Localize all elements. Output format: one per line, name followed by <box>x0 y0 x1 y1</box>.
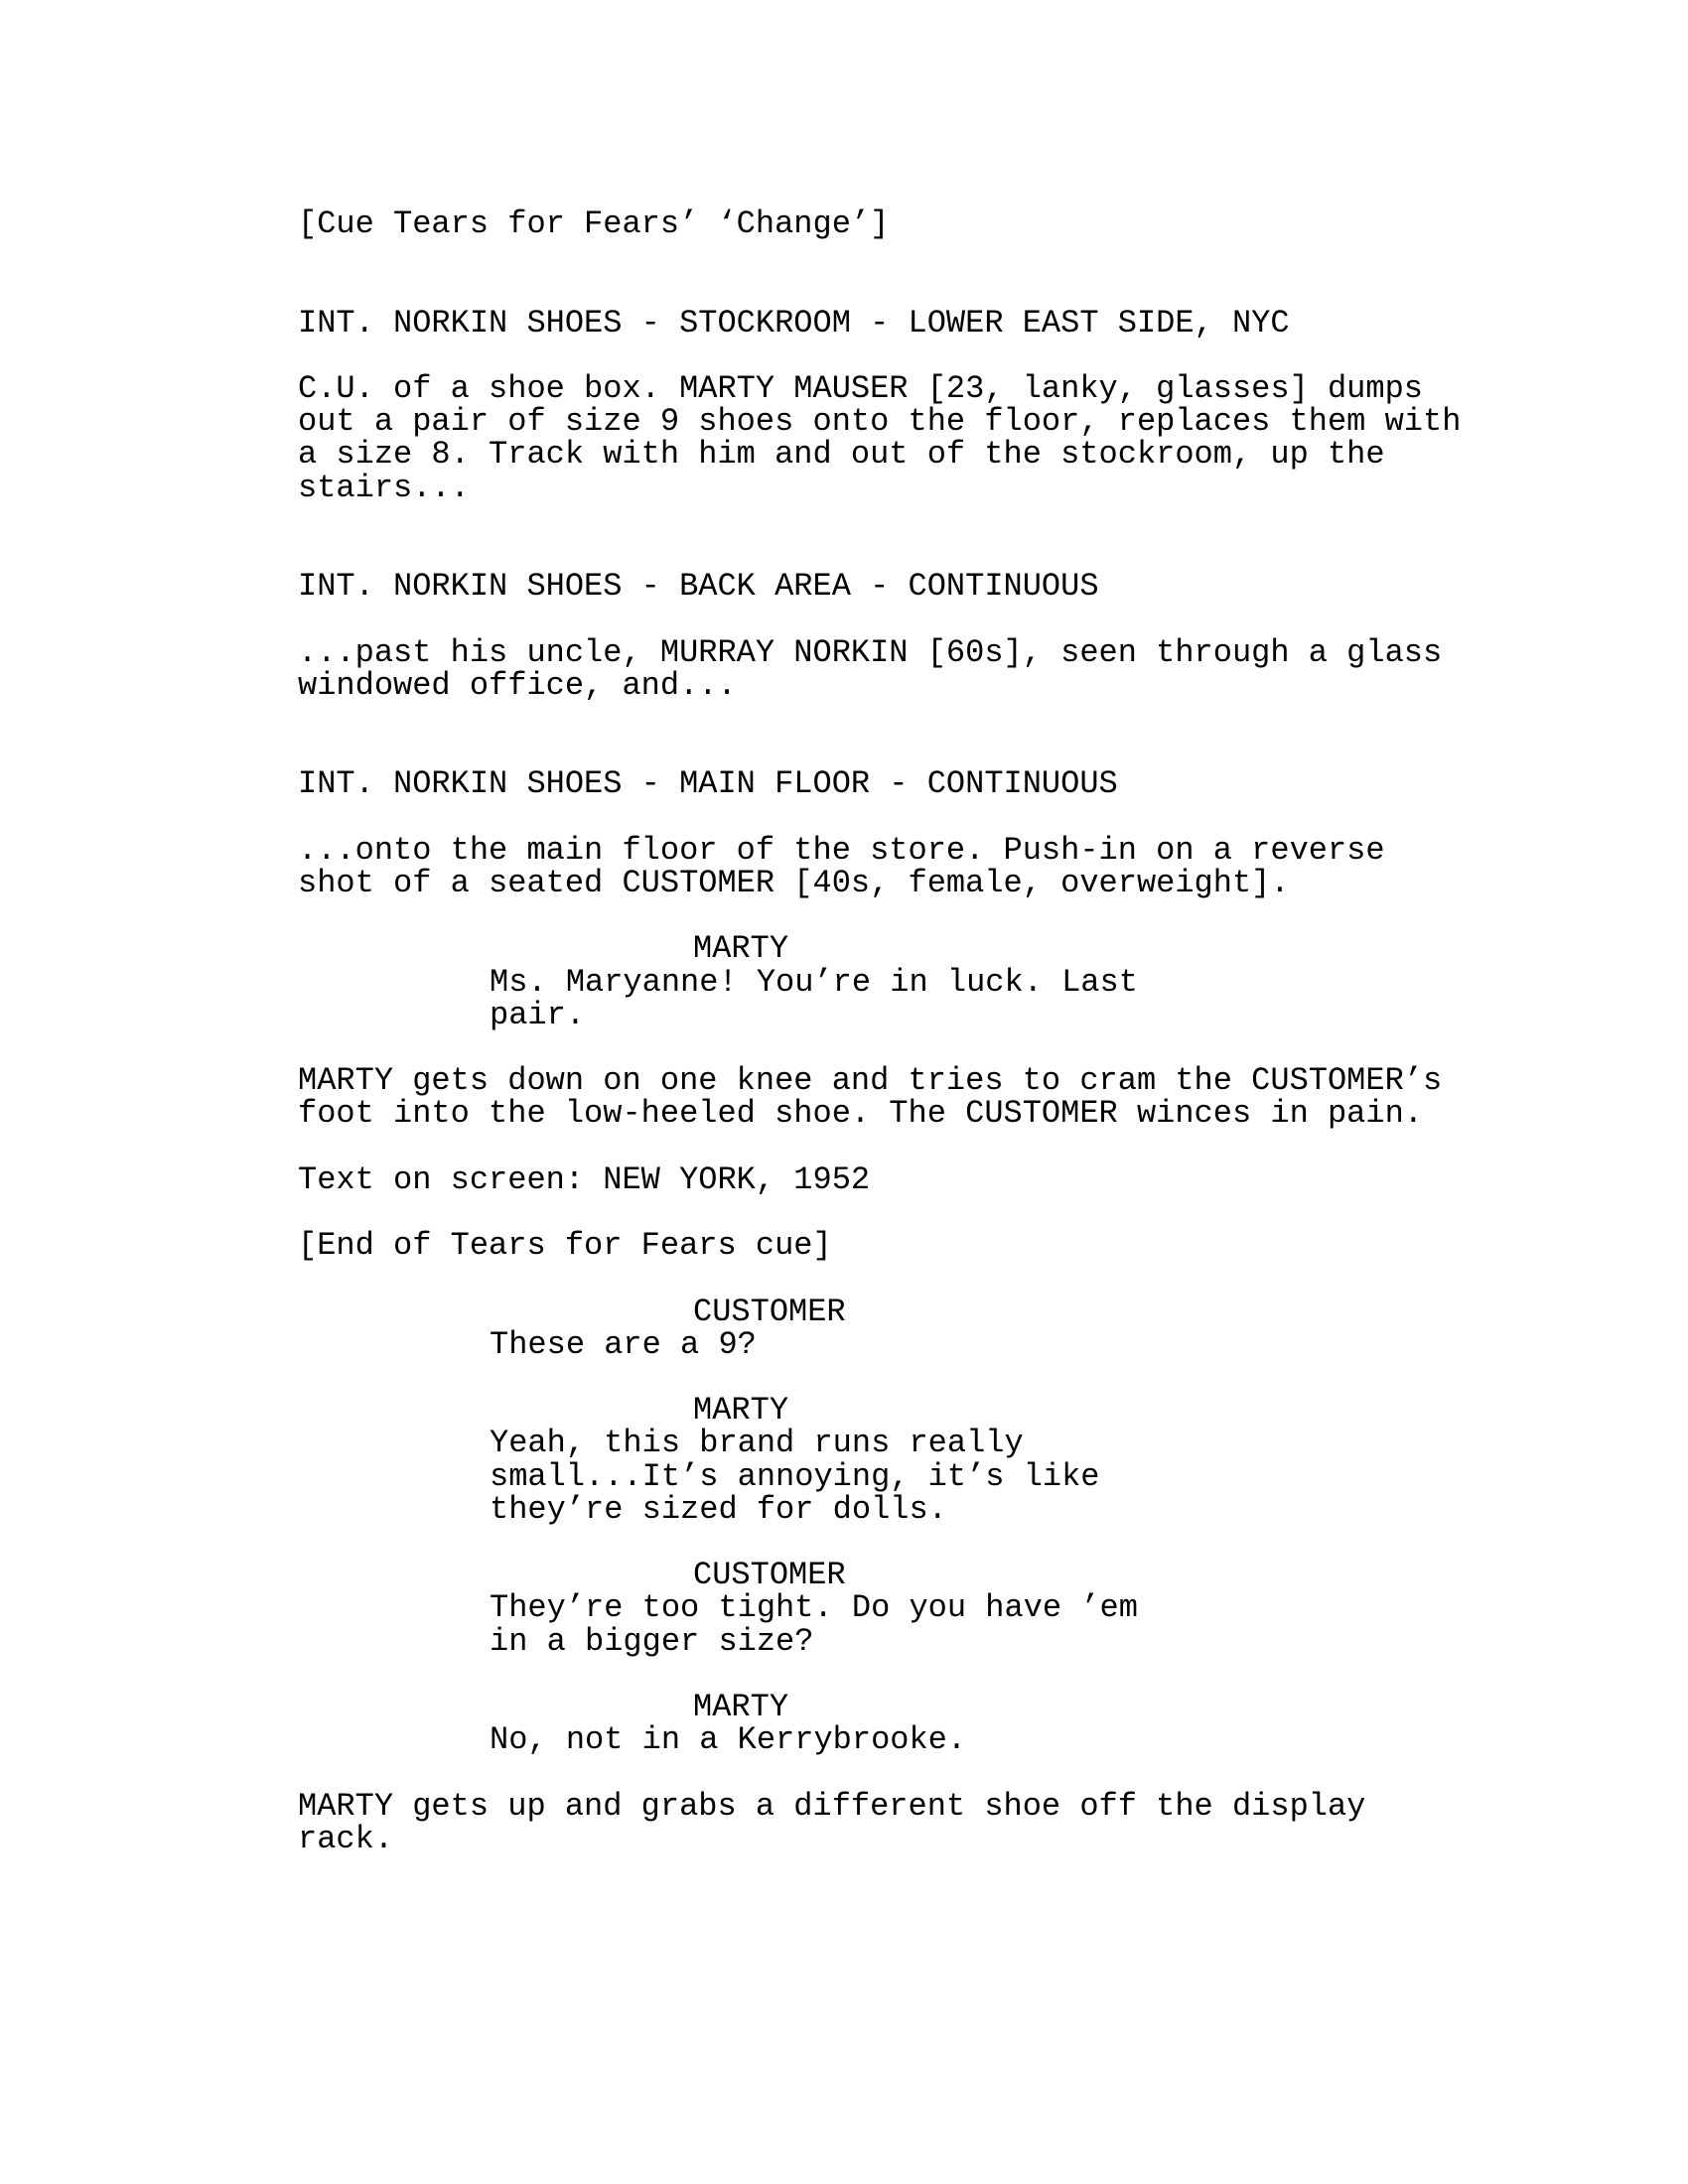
character-cue: CUSTOMER <box>693 1293 846 1330</box>
block-action <box>298 1160 1539 1198</box>
character-cue: MARTY <box>693 1392 789 1430</box>
block-action <box>298 1787 1539 1857</box>
scene-heading: INT. NORKIN SHOES - STOCKROOM - LOWER EAST SIDE, NYC <box>298 304 1290 341</box>
dialogue-line: Ms. Maryanne! You’re in luck. Last <box>490 963 1138 1001</box>
action-line: windowed office, and... <box>298 666 737 704</box>
action-line: stairs... <box>298 469 470 506</box>
action-line: a size 8. Track with him and out of the stockroom, up the <box>298 436 1385 474</box>
note-line: [End of Tears for Fears cue] <box>298 1227 832 1265</box>
action-line: out a pair of size 9 shoes onto the floor, replaces them with <box>298 403 1462 441</box>
block-scene_heading <box>298 568 1539 606</box>
block-dialogue <box>298 1559 1539 1658</box>
block-dialogue <box>298 1293 1539 1363</box>
dialogue-line: pair. <box>490 996 586 1033</box>
action-line: rack. <box>298 1820 394 1857</box>
block-dialogue <box>298 1394 1539 1526</box>
dialogue-line: These are a 9? <box>490 1325 757 1363</box>
block-action <box>298 1062 1539 1133</box>
action-line: MARTY gets down on one knee and tries to cram the CUSTOMER’s <box>298 1062 1443 1100</box>
dialogue-line: in a bigger size? <box>490 1622 814 1660</box>
block-dialogue <box>298 1688 1539 1759</box>
character-cue: MARTY <box>693 930 789 968</box>
block-scene_heading <box>298 304 1539 341</box>
block-action <box>298 831 1539 901</box>
character-cue: MARTY <box>693 1688 789 1725</box>
action-line: Text on screen: NEW YORK, 1952 <box>298 1160 871 1198</box>
action-line: foot into the low-heeled shoe. The CUSTOMER winces in pain. <box>298 1095 1423 1133</box>
block-action <box>298 369 1539 506</box>
block-note <box>298 207 1539 240</box>
block-note <box>298 1227 1539 1265</box>
dialogue-line: They’re too tight. Do you have ’em <box>490 1589 1138 1627</box>
scene-heading: INT. NORKIN SHOES - MAIN FLOOR - CONTINUOUS <box>298 765 1118 803</box>
dialogue-line: small...It’s annoying, it’s like <box>490 1457 1100 1495</box>
action-line: ...onto the main floor of the store. Push-in on a reverse <box>298 831 1385 869</box>
action-line: MARTY gets up and grabs a different shoe off the display <box>298 1787 1366 1825</box>
dialogue-line: Yeah, this brand runs really <box>490 1425 1024 1462</box>
character-cue: CUSTOMER <box>693 1557 846 1594</box>
script-content <box>298 207 1539 1855</box>
block-dialogue <box>298 932 1539 1031</box>
action-line: C.U. of a shoe box. MARTY MAUSER [23, lanky, glasses] dumps <box>298 369 1423 407</box>
block-action <box>298 633 1539 704</box>
dialogue-line: No, not in a Kerrybrooke. <box>490 1721 967 1759</box>
dialogue-line: they’re sized for dolls. <box>490 1490 947 1528</box>
block-scene_heading <box>298 765 1539 803</box>
note-line: [Cue Tears for Fears’ ‘Change’] <box>298 205 890 242</box>
scene-heading: INT. NORKIN SHOES - BACK AREA - CONTINUOUS <box>298 568 1099 606</box>
action-line: shot of a seated CUSTOMER [40s, female, overweight]. <box>298 864 1290 901</box>
action-line: ...past his uncle, MURRAY NORKIN [60s], seen through a glass <box>298 633 1443 671</box>
